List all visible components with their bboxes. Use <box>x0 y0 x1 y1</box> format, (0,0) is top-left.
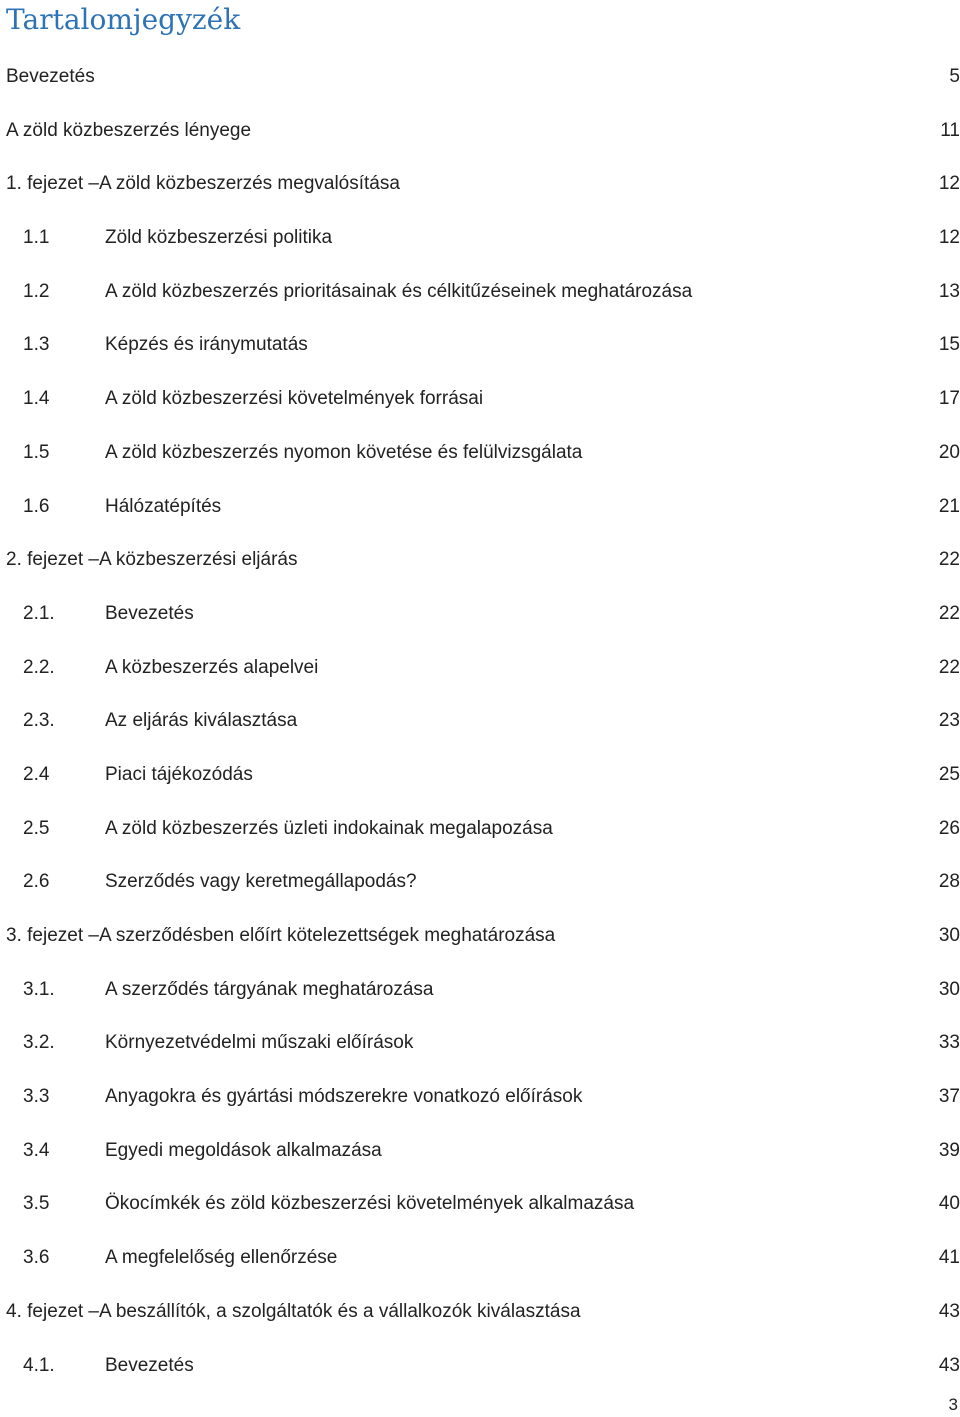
toc-entry[interactable] <box>6 748 960 802</box>
toc-entry-page: 39 <box>938 1139 960 1161</box>
toc-entry-number: 2.5 <box>23 817 50 839</box>
toc-entry-number: 2.6 <box>23 871 50 893</box>
toc-entry[interactable] <box>6 104 960 158</box>
toc-entry-title: Egyedi megoldások alkalmazása <box>105 1139 382 1161</box>
toc-entry-title: Az eljárás kiválasztása <box>105 710 298 732</box>
toc-entry-page: 22 <box>938 602 960 624</box>
toc-entry-title: Piaci tájékozódás <box>105 763 253 785</box>
toc-entry-number: 3.5 <box>23 1193 50 1215</box>
toc-entry-title: Bevezetés <box>105 1354 194 1376</box>
toc-entry-page: 12 <box>938 173 960 195</box>
toc-entry-title: Ökocímkék és zöld közbeszerzési követelmények alkalmazása <box>105 1193 635 1215</box>
toc-entry-page: 20 <box>938 441 960 463</box>
toc-entry[interactable] <box>6 1339 960 1393</box>
toc-entry-number: 1.4 <box>23 388 50 410</box>
toc-entry[interactable] <box>6 587 960 641</box>
toc-entry-number: 2.2. <box>23 656 55 678</box>
toc-entry[interactable] <box>6 1177 960 1231</box>
toc-entry-title: Szerződés vagy keretmegállapodás? <box>105 871 417 893</box>
toc-entry-page: 30 <box>938 978 960 1000</box>
toc-entry[interactable] <box>6 372 960 426</box>
toc-entry-number: 2.4 <box>23 763 50 785</box>
toc-entry-title: A beszállítók, a szolgáltatók és a vállalkozók kiválasztása <box>98 1300 581 1322</box>
toc-entry-title: A közbeszerzési eljárás <box>98 549 298 571</box>
toc-entry-number: 3. fejezet – <box>6 925 99 946</box>
toc-entry-title: A zöld közbeszerzés prioritásainak és célkitűzéseinek meghatározása <box>105 280 693 302</box>
toc-entry-number: 3.1. <box>23 978 55 1000</box>
toc-entry-page: 15 <box>938 334 960 356</box>
toc-entry-title: A közbeszerzés alapelvei <box>105 656 319 678</box>
toc-entry[interactable] <box>6 1070 960 1124</box>
toc-entry-number: 4.1. <box>23 1354 55 1376</box>
toc-entry-page: 41 <box>938 1247 960 1269</box>
toc-entry[interactable] <box>6 694 960 748</box>
toc-entry-page: 13 <box>938 280 960 302</box>
toc-entry[interactable] <box>6 426 960 480</box>
toc-entry-page: 26 <box>938 817 960 839</box>
toc-entry[interactable] <box>6 480 960 534</box>
toc-entry-number: 3.6 <box>23 1247 50 1269</box>
toc-entry-title: A zöld közbeszerzési követelmények forrásai <box>105 388 484 410</box>
toc-entry-number: 2.3. <box>23 710 55 732</box>
toc-entry[interactable] <box>6 1124 960 1178</box>
toc-entry-number: 3.4 <box>23 1139 50 1161</box>
toc-entry-page: 21 <box>938 495 960 517</box>
toc-entry-title: Hálózatépítés <box>105 495 222 517</box>
toc-entry-title: Anyagokra és gyártási módszerekre vonatkozó előírások <box>105 1086 583 1108</box>
toc-entry-title: A megfelelőség ellenőrzése <box>105 1247 338 1269</box>
toc-entry-page: 28 <box>938 871 960 893</box>
toc-entry[interactable] <box>6 1285 960 1339</box>
toc-entry-title: A szerződésben előírt kötelezettségek meghatározása <box>98 925 556 946</box>
toc-entry-page: 22 <box>938 656 960 678</box>
toc-entry-number: 1.5 <box>23 441 50 463</box>
toc-entry-page: 43 <box>938 1354 960 1376</box>
toc-entry-title: Zöld közbeszerzési politika <box>105 227 333 249</box>
toc-entry-title: Bevezetés <box>6 66 95 87</box>
toc-entry[interactable] <box>6 641 960 695</box>
toc-entry[interactable] <box>6 318 960 372</box>
toc-entry[interactable] <box>6 855 960 909</box>
toc-entry[interactable] <box>6 265 960 319</box>
toc-entry-title: A zöld közbeszerzés megvalósítása <box>98 173 400 195</box>
toc-entry-title: A zöld közbeszerzés lényege <box>6 119 252 141</box>
toc-entry[interactable] <box>6 909 960 963</box>
toc-entry[interactable] <box>6 50 960 104</box>
toc-entry-number: 2. fejezet – <box>6 549 99 571</box>
toc-entry-page: 22 <box>938 549 960 571</box>
toc-heading: Tartalomjegyzék <box>6 3 241 36</box>
toc-entry[interactable] <box>6 1231 960 1285</box>
toc-entry[interactable] <box>6 157 960 211</box>
toc-entry-number: 3.3 <box>23 1086 50 1108</box>
toc-entry-title: A zöld közbeszerzés nyomon követése és felülvizsgálata <box>105 441 583 463</box>
toc-entry-title: A zöld közbeszerzés üzleti indokainak megalapozása <box>105 817 553 839</box>
toc-entry-page: 33 <box>938 1032 960 1054</box>
toc-entry-page: 43 <box>938 1300 960 1322</box>
toc-entry-number: 1. fejezet – <box>6 173 99 195</box>
toc-entry-number: 1.2 <box>23 280 50 302</box>
toc-entry[interactable] <box>6 211 960 265</box>
toc-entry-page: 11 <box>940 119 960 141</box>
toc-entry-page: 5 <box>949 66 960 87</box>
toc-entry-number: 2.1. <box>23 602 55 624</box>
toc-entry-title: Képzés és iránymutatás <box>105 334 308 356</box>
toc-entry-page: 37 <box>938 1086 960 1108</box>
toc-entry-page: 30 <box>938 925 960 946</box>
toc-entry-page: 23 <box>938 710 960 732</box>
toc-entry-page: 12 <box>938 227 960 249</box>
toc-entry[interactable] <box>6 802 960 856</box>
toc-entry-page: 17 <box>938 388 960 410</box>
toc-entry-number: 1.6 <box>23 495 50 517</box>
toc-entry-page: 40 <box>938 1193 960 1215</box>
toc-entry-page: 25 <box>938 763 960 785</box>
toc-entry-number: 1.3 <box>23 334 50 356</box>
toc-entry-number: 4. fejezet – <box>6 1300 99 1322</box>
page-number: 3 <box>948 1395 958 1414</box>
toc-entry-title: Környezetvédelmi műszaki előírások <box>105 1032 414 1054</box>
table-of-contents <box>6 50 960 1392</box>
toc-entry[interactable] <box>6 533 960 587</box>
toc-entry-number: 3.2. <box>23 1032 55 1054</box>
toc-entry-number: 1.1 <box>23 227 50 249</box>
toc-entry-title: A szerződés tárgyának meghatározása <box>105 978 434 1000</box>
toc-entry[interactable] <box>6 963 960 1017</box>
toc-entry[interactable] <box>6 1016 960 1070</box>
toc-entry-title: Bevezetés <box>105 602 194 624</box>
